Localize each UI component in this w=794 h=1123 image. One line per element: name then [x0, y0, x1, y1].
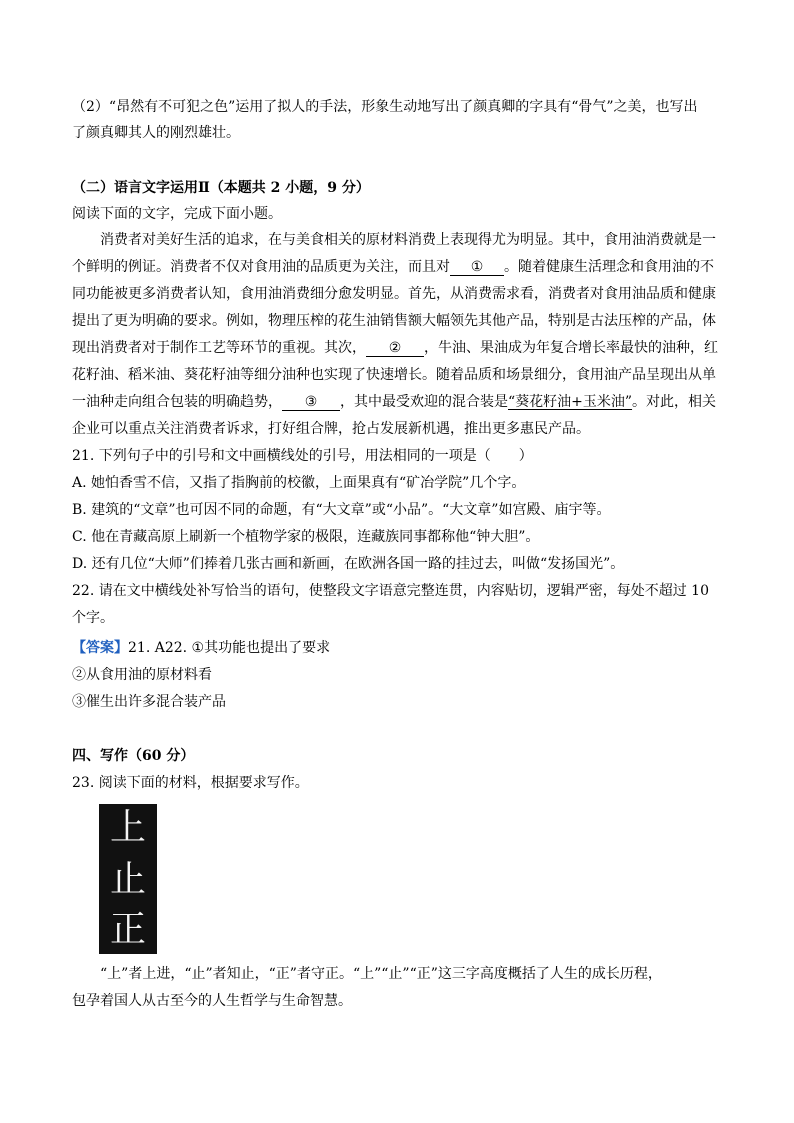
passage-line-8: 企业可以重点关注消费者诉求，打好组合牌，抢占发展新机遇，推出更多惠民产品。	[72, 421, 590, 437]
passage-text: ，其中最受欢迎的混合装是	[340, 394, 508, 410]
passage-text: ，牛油、果油成为年复合增长率最快的油种，红	[424, 340, 718, 356]
material-line1: “上”者上进，“止”者知止，“正”者守正。“上”“止”“正”这三字高度概括了人生的成长历程，	[100, 966, 662, 982]
blank-2: ②	[366, 340, 424, 357]
calligraphy-image	[99, 804, 157, 954]
answer-line1	[72, 638, 330, 658]
seal-char-shang: 上	[109, 807, 146, 848]
passage-text: 。随着健康生活理念和食用油的不	[504, 259, 714, 275]
answer-line2: ②从食用油的原材料看	[72, 667, 212, 683]
seal-char-zheng: 正	[109, 909, 146, 950]
passage-text: 个鲜明的例证。消费者不仅对食用油的品质更为关注，而且对	[72, 259, 450, 275]
passage-line-4: 提出了更为明确的要求。例如，物理压榨的花生油销售额大幅领先其他产品，特别是古法压榨的产品，体	[72, 313, 716, 329]
seal-char-zhi: 止	[109, 859, 146, 900]
passage-line-2	[72, 257, 714, 277]
passage-text: 现出消费者对于制作工艺等环节的重视。其次，	[72, 340, 366, 356]
passage-line-6: 花籽油、稻米油、葵花籽油等细分油种也实现了快速增长。随着品质和场景细分，食用油产品呈现出从单	[72, 367, 716, 383]
q22-line2: 个字。	[72, 610, 114, 626]
passage-line-1: 消费者对美好生活的追求，在与美食相关的原材料消费上表现得尤为明显。其中，食用油消费就是一	[100, 232, 716, 248]
q20-item2-line1: （2）“昂然有不可犯之色”运用了拟人的手法，形象生动地写出了颜真卿的字具有“骨气”之美，也写出	[72, 99, 698, 115]
passage-line-3: 同功能被更多消费者认知，食用油消费细分愈发明显。首先，从消费需求看，消费者对食用油品质和健康	[72, 286, 716, 302]
q22-line1: 22. 请在文中横线处补写恰当的语句，使整段文字语意完整连贯，内容贴切，逻辑严密，每处不超过 10	[72, 583, 709, 599]
material-line2: 包孕着国人从古至今的人生哲学与生命智慧。	[72, 993, 352, 1009]
q23-prompt: 23. 阅读下面的材料，根据要求写作。	[72, 775, 309, 791]
passage-line-5	[72, 338, 718, 358]
passage-line-7	[72, 392, 716, 412]
section2-instruction: 阅读下面的文字，完成下面小题。	[72, 206, 282, 222]
section4-title: 四、写作（60 分）	[72, 748, 195, 764]
passage-text: 。对此，相关	[632, 394, 717, 410]
answer-tag: 【答案】	[72, 640, 128, 656]
blank-1: ①	[450, 259, 504, 276]
section2-title: （二）语言文字运用Ⅱ（本题共 2 小题，9 分）	[72, 180, 370, 196]
q21-option-d: D. 还有几位“大师”们捧着几张古画和新画，在欧洲各国一路的挂过去，叫做“发扬国光”。	[72, 556, 625, 572]
q21-stem: 21. 下列句子中的引号和文中画横线处的引号，用法相同的一项是（ ）	[72, 448, 533, 464]
underlined-quote: “葵花籽油+玉米油”	[508, 394, 633, 410]
q21-option-a: A. 她怕香雪不信，又指了指胸前的校徽，上面果真有“矿冶学院”几个字。	[72, 475, 526, 491]
answer-line3: ③催生出许多混合装产品	[72, 694, 226, 710]
q20-item2-line2: 了颜真卿其人的刚烈雄壮。	[72, 125, 240, 141]
passage-text: 一油种走向组合包装的明确趋势，	[72, 394, 282, 410]
q21-option-c: C. 他在青藏高原上刷新一个植物学家的极限，连藏族同事都称他“钟大胆”。	[72, 529, 540, 545]
blank-3: ③	[282, 394, 340, 411]
answer-text: 21. A22. ①其功能也提出了要求	[128, 640, 331, 656]
q21-option-b: B. 建筑的“文章”也可因不同的命题，有“大文章”或“小品”。“大文章”如宫殿、庙宇等。	[72, 502, 611, 518]
